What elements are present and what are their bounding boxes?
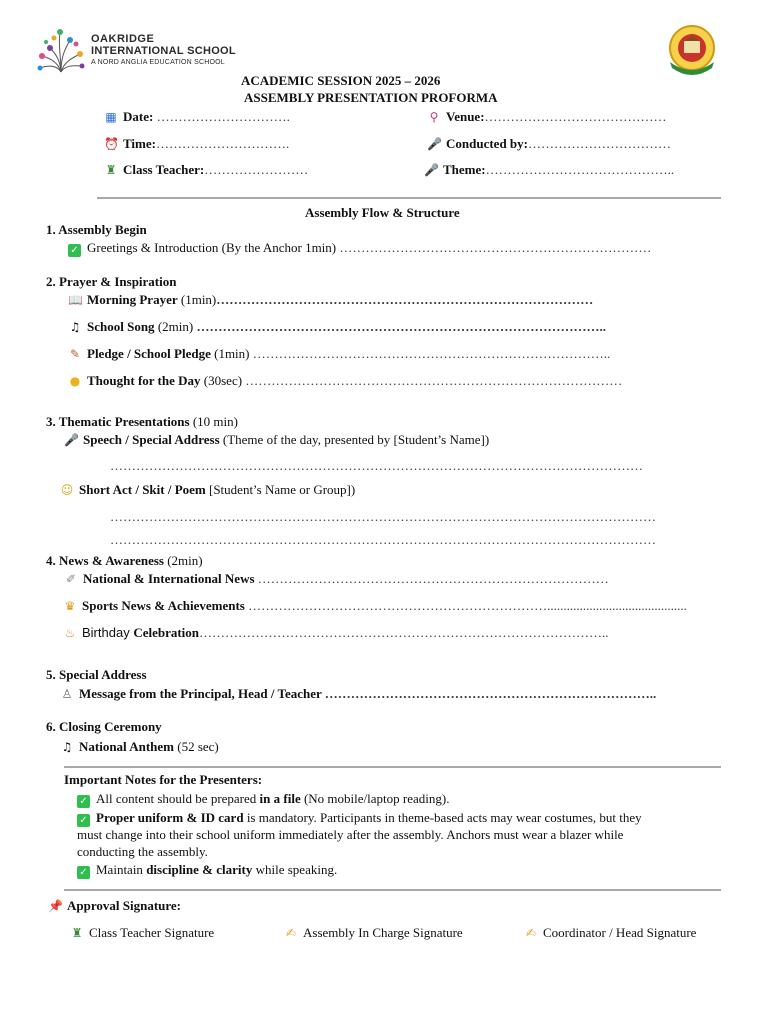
writing-hand-icon: ✍ (525, 926, 537, 940)
list-item: ♫ School Song (2min) ………………………………………………………………………………….. (69, 319, 606, 334)
music-note-icon: ♫ (61, 740, 73, 754)
school-name-line1: OAKRIDGE (91, 33, 155, 45)
check-icon: ✓ (77, 866, 90, 879)
section-title: 5. Special Address (46, 667, 147, 682)
pushpin-icon: 📌 (48, 899, 63, 913)
section-title: 1. Assembly Begin (46, 222, 147, 237)
microphone-icon: 🎤 (424, 163, 439, 177)
note-item: ✓ Maintain discipline & clarity while speaking. (77, 862, 337, 879)
list-item: ✐ National & International News ……………………………………………………………………… (65, 571, 609, 586)
section-title: 2. Prayer & Inspiration (46, 274, 177, 289)
section-title: 6. Closing Ceremony (46, 719, 162, 734)
calendar-icon: ▦ (105, 110, 117, 124)
session-title: ACADEMIC SESSION 2025 – 2026 (241, 73, 441, 88)
notes-title: Important Notes for the Presenters: (64, 772, 263, 787)
section-title: 4. News & Awareness (2min) (46, 553, 203, 568)
fill-line: …………………………………………………………………………………………………………… (110, 458, 643, 473)
trophy-icon: ♛ (64, 599, 76, 613)
list-item: ♛ Sports News & Achievements ……………………………………………………………........................................... (64, 598, 687, 613)
list-item: ♙ Message from the Principal, Head / Teacher ………………………………………………………………….. (61, 686, 657, 701)
birthday-cake-icon: ♨ (64, 626, 76, 640)
fill-line: ……………………………………………………………………………………………………………… (110, 532, 656, 547)
check-icon: ✓ (68, 244, 81, 257)
venue-field[interactable]: ⚲ Venue:…………………………………… (427, 109, 667, 125)
newspaper-icon: ✐ (65, 572, 77, 586)
signature-class-teacher: ♜ Class Teacher Signature (71, 925, 215, 940)
pin-icon: ⚲ (429, 110, 439, 124)
music-notes-icon: ♫ (69, 320, 81, 334)
list-item: 🎤 Speech / Special Address (Theme of the day, presented by [Student’s Name]) (64, 432, 490, 447)
check-icon: ✓ (77, 814, 90, 827)
note-item: ✓ Proper uniform & ID card is mandatory. Participants in theme-based acts may wear costumes, but they (77, 810, 642, 827)
date-field[interactable]: ▦ Date: …………………………. (105, 109, 290, 124)
list-item: ✎ Pledge / School Pledge (1min) ……………………………………………………………………….. (69, 346, 611, 361)
divider (97, 197, 721, 199)
signature-assembly-in-charge: ✍ Assembly In Charge Signature (285, 925, 463, 940)
school-name-line2: INTERNATIONAL SCHOOL (91, 45, 236, 57)
list-item: ● Thought for the Day (30sec) …………………………………………………………………………… (69, 373, 623, 388)
book-icon: 📖 (68, 293, 83, 307)
teacher-icon: ♜ (71, 926, 83, 940)
alarm-clock-icon: ⏰ (104, 137, 119, 151)
note-text: must change into their school uniform immediately after the assembly. Anchors must wear a blazer while (77, 827, 624, 842)
microphone-icon: 🎤 (427, 137, 442, 151)
section-title: 3. Thematic Presentations (10 min) (46, 414, 238, 429)
list-item: ✓ Greetings & Introduction (By the Anchor 1min) ……………………………………………………………… (68, 240, 651, 257)
list-item: ☺ Short Act / Skit / Poem [Student’s Name or Group]) (60, 482, 356, 497)
time-field[interactable]: ⏰ Time:…………………………. (104, 136, 290, 151)
theater-masks-icon: ☺ (60, 483, 74, 497)
writing-hand-icon: ✍ (285, 926, 297, 940)
conducted-by-field[interactable]: 🎤 Conducted by:…………………………… (427, 136, 671, 151)
board-emblem (664, 24, 720, 80)
emblem-seal-icon (664, 24, 720, 76)
teacher-icon: ♜ (105, 163, 117, 177)
light-bulb-icon: ● (69, 374, 81, 388)
theme-field[interactable]: 🎤 Theme:…………………………………….. (424, 162, 675, 177)
memo-icon: ✎ (69, 347, 81, 361)
class-teacher-field[interactable]: ♜ Class Teacher:…………………… (105, 162, 309, 177)
note-item: ✓ All content should be prepared in a file (No mobile/laptop reading). (77, 791, 449, 808)
list-item: ♨ Birthday Celebration………………………………………………………………………………….. (64, 625, 609, 640)
divider (64, 766, 721, 768)
fill-line: ……………………………………………………………………………………………………………… (110, 509, 656, 524)
signature-coordinator: ✍ Coordinator / Head Signature (525, 925, 697, 940)
check-icon: ✓ (77, 795, 90, 808)
person-podium-icon: ♙ (61, 687, 73, 701)
school-logo (36, 26, 86, 78)
flow-title: Assembly Flow & Structure (305, 205, 460, 220)
note-text: conducting the assembly. (77, 844, 208, 859)
tree-logo-icon (36, 26, 86, 74)
form-title: ASSEMBLY PRESENTATION PROFORMA (244, 90, 498, 105)
microphone-icon: 🎤 (64, 433, 79, 447)
school-tagline: A NORD ANGLIA EDUCATION SCHOOL (91, 59, 225, 66)
approval-title: 📌 Approval Signature: (48, 898, 182, 913)
divider (64, 889, 721, 891)
list-item: 📖 Morning Prayer (1min)…………………………………………………………………………… (68, 292, 594, 307)
list-item: ♫ National Anthem (52 sec) (61, 739, 219, 754)
